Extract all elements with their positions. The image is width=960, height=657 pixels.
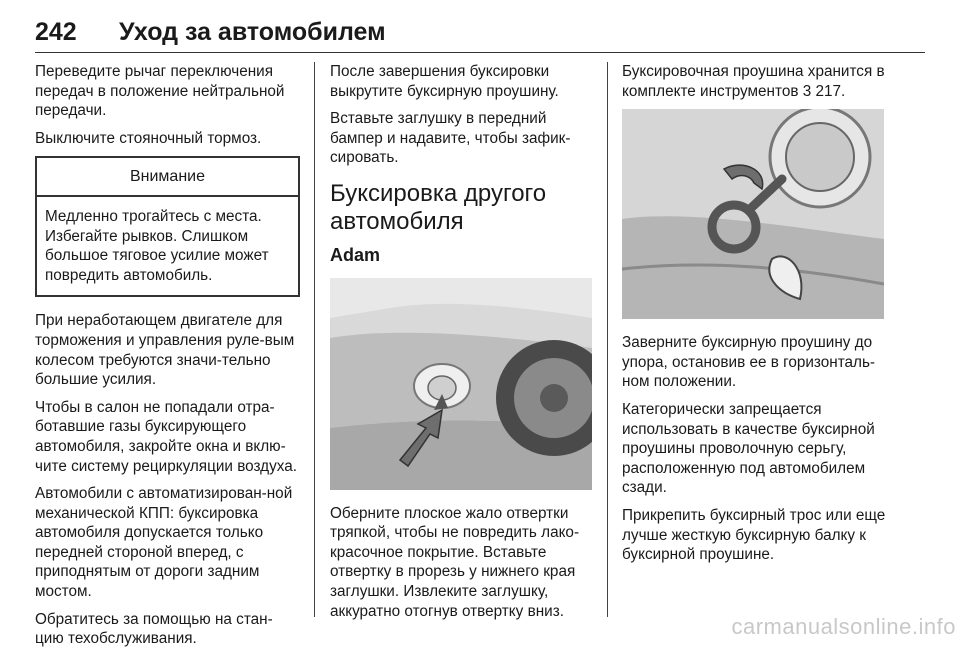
- page-header: [35, 18, 925, 53]
- section-heading: Буксировка другого автомобиля: [330, 179, 547, 235]
- caution-heading: Внимание: [37, 158, 298, 197]
- page-number: 242: [35, 18, 77, 46]
- tow-eye-installation-illustration: [622, 109, 884, 319]
- paragraph: Заверните буксирную проушину до упора, остановив ее в горизонталь-ном положении.: [622, 334, 876, 391]
- paragraph: Автомобили с автоматизирован-ной механической КПП: буксировка автомобиля допускается только передней стороной вперед, с приподнятым от дороги задним мостом.: [35, 485, 293, 601]
- paragraph-text: Буксировочная проушина хранится в комплекте инструментов: [622, 63, 885, 100]
- paragraph: Вставьте заглушку в передний бампер и надавите, чтобы зафик-сировать.: [330, 110, 571, 167]
- column-divider: [314, 62, 315, 617]
- paragraph: Переведите рычаг переключения передач в положение нейтральной передачи.: [35, 63, 285, 120]
- column-left: [35, 62, 300, 657]
- car-rear-bumper-illustration: [330, 278, 592, 490]
- paragraph: Оберните плоское жало отвертки тряпкой, чтобы не повредить лако-красочное покрытие. Вставьте отвертку в прорезь у нижнего края заглушки. Извлеките заглушку, аккуратно отогнув отвертку вниз.: [330, 504, 580, 620]
- watermark: carmanualsonline.info: [731, 614, 956, 639]
- column-right: [622, 62, 890, 573]
- caution-text: Медленно трогайтесь с места. Избегайте рывков. Слишком большое тяговое усилие может повредить автомобиль.: [45, 207, 269, 284]
- caution-box: [35, 156, 300, 297]
- column-divider: [607, 62, 608, 617]
- section-title: Уход за автомобилем: [119, 18, 386, 46]
- paragraph: Прикрепить буксирный трос или еще лучше жесткую буксирную балку к буксирной проушине.: [622, 506, 886, 564]
- paragraph: Категорически запрещается использовать в качестве буксирной проушины проволочную серьгу, расположенную под автомобилем сзади.: [622, 400, 875, 497]
- paragraph: [622, 62, 890, 101]
- column-middle: [330, 62, 595, 629]
- model-subheading: Adam: [330, 244, 381, 265]
- page-reference: 3 217.: [802, 82, 846, 100]
- paragraph: Обратитесь за помощью на стан-цию техобслуживания.: [35, 610, 273, 648]
- paragraph: Выключите стояночный тормоз.: [35, 129, 262, 147]
- paragraph: Чтобы в салон не попадали отра-ботавшие газы буксирующего автомобиля, закройте окна и вклю-чите систему рециркуляции воздуха.: [35, 398, 297, 475]
- paragraph: После завершения буксировки выкрутите буксирную проушину.: [330, 63, 559, 100]
- paragraph: При неработающем двигателе для торможения и управления руле-вым колесом требуются значи-тельно большие усилия.: [35, 312, 295, 389]
